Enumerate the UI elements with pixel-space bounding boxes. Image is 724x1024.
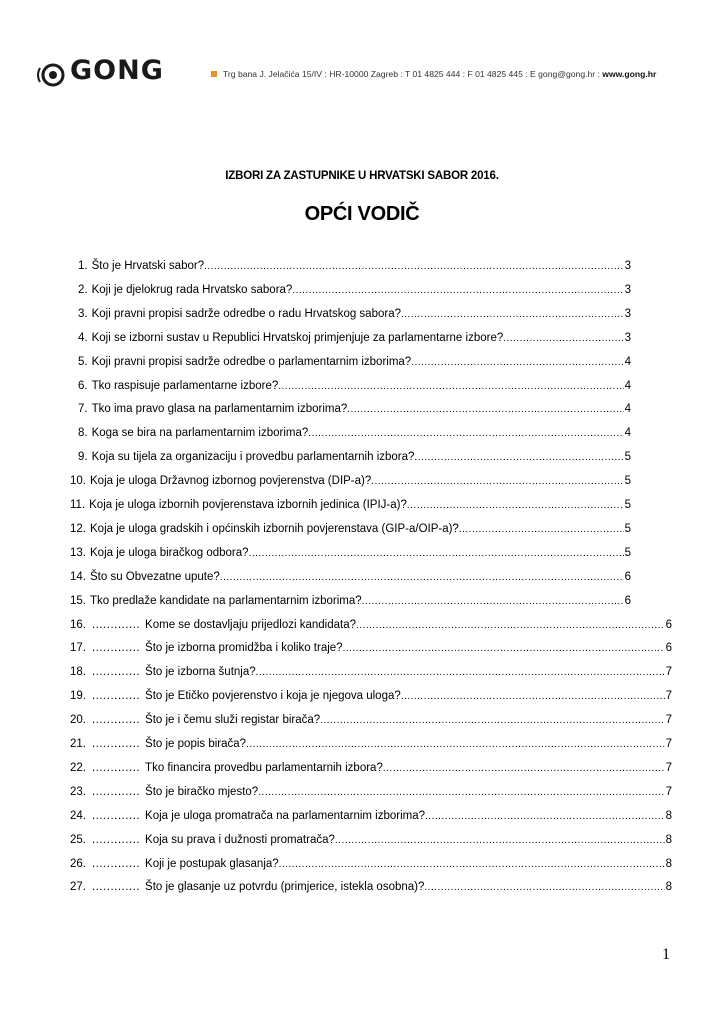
toc-entry-prefix-leader: ............. <box>92 881 141 894</box>
toc-entry-leader <box>279 856 665 870</box>
toc-entry[interactable] <box>78 378 631 394</box>
toc-entry-title: Što je izborna promidžba i koliko traje? <box>145 642 343 655</box>
toc-entry-page: 3 <box>624 331 631 344</box>
toc-entry-number: 20. <box>70 714 86 727</box>
toc-entry-leader <box>371 473 623 487</box>
toc-entry-leader <box>220 569 624 583</box>
toc-entry-page: 4 <box>624 403 631 416</box>
toc-entry[interactable] <box>70 712 672 728</box>
toc-entry-title: Koja je uloga izbornih povjerenstava izbornih jedinica (IPIJ-a)? <box>89 499 407 511</box>
toc-entry-leader <box>401 306 624 320</box>
toc-entry-page: 5 <box>624 522 631 535</box>
toc-entry-prefix-leader: ............. <box>92 666 141 679</box>
toc-entry-title: Koja su tijela za organizaciju i provedbu parlamentarnih izbora? <box>91 451 415 464</box>
toc-entry-leader <box>459 521 624 535</box>
toc-entry-prefix-leader: ............. <box>92 642 141 655</box>
toc-entry-title: Koji se izborni sustav u Republici Hrvatskoj primjenjuje za parlamentarne izbore? <box>91 331 504 344</box>
toc-entry[interactable] <box>70 497 631 513</box>
toc-entry-title: Koja je uloga Državnog izbornog povjerenstva (DIP-a)? <box>90 475 372 488</box>
toc-entry-leader <box>204 258 624 272</box>
toc-entry[interactable] <box>70 760 672 776</box>
toc-entry-page: 8 <box>665 857 672 870</box>
toc-entry-leader <box>503 330 623 344</box>
toc-entry-title: Što je Hrvatski sabor? <box>91 260 205 272</box>
toc-entry-leader <box>246 736 665 750</box>
toc-entry[interactable] <box>78 449 631 465</box>
toc-entry-leader <box>278 378 623 392</box>
toc-entry-number: 24. <box>70 809 86 822</box>
toc-entry-prefix-leader: ............. <box>92 714 141 727</box>
toc-entry-title: Što je i čemu služi registar birača? <box>145 714 321 727</box>
toc-entry-page: 4 <box>624 355 631 368</box>
page-number: 1 <box>662 946 670 963</box>
toc-entry-number: 15. <box>70 594 86 607</box>
toc-entry-title: Što je Etičko povjerenstvo i koja je njegova uloga? <box>145 690 401 703</box>
toc-entry-number: 8. <box>78 427 88 440</box>
toc-entry[interactable] <box>78 306 631 322</box>
toc-entry[interactable] <box>70 856 672 872</box>
toc-entry-title: Što je izborna šutnja? <box>145 666 256 679</box>
toc-entry-prefix-leader: ............. <box>92 618 141 631</box>
document-title: OPĆI VODIČ <box>304 203 420 225</box>
toc-entry[interactable] <box>78 330 631 346</box>
toc-entry-number: 25. <box>70 833 86 846</box>
toc-entry-page: 3 <box>624 307 631 320</box>
toc-entry-title: Tko financira provedbu parlamentarnih izbora? <box>145 761 383 774</box>
toc-entry[interactable] <box>70 640 672 656</box>
toc-entry-page: 7 <box>665 690 672 703</box>
toc-entry-leader <box>414 449 623 463</box>
toc-entry-page: 6 <box>624 570 631 583</box>
toc-entry-leader <box>356 617 665 631</box>
logo-text: GONG <box>70 55 164 86</box>
toc-entry[interactable] <box>70 521 631 537</box>
toc-entry-number: 5. <box>78 355 88 368</box>
toc-entry-page: 8 <box>665 833 672 846</box>
toc-entry-number: 3. <box>78 307 88 320</box>
toc-entry[interactable] <box>70 617 672 633</box>
toc-entry-leader <box>401 688 665 702</box>
toc-entry-number: 2. <box>78 283 88 296</box>
toc-entry[interactable] <box>70 569 631 585</box>
toc-entry-page: 7 <box>665 714 672 727</box>
toc-entry[interactable] <box>70 784 672 800</box>
toc-entry-leader <box>258 784 664 798</box>
toc-entry[interactable] <box>70 473 631 489</box>
toc-entry-number: 9. <box>78 451 88 464</box>
toc-entry-page: 7 <box>665 761 672 774</box>
toc-entry-page: 6 <box>665 642 672 655</box>
toc-entry[interactable] <box>78 425 631 441</box>
toc-entry-title: Tko ima pravo glasa na parlamentarnim izborima? <box>91 403 348 416</box>
toc-entry[interactable] <box>70 879 672 895</box>
toc-entry-title: Koja su prava i dužnosti promatrača? <box>145 833 335 846</box>
toc-entry-number: 16. <box>70 618 86 631</box>
toc-entry-title: Koja je uloga biračkog odbora? <box>90 546 249 559</box>
toc-entry-title: Što je popis birača? <box>145 738 247 750</box>
toc-entry[interactable] <box>70 593 631 609</box>
toc-entry-title: Koga se bira na parlamentarnim izborima? <box>91 427 309 440</box>
toc-entry-leader <box>249 545 624 559</box>
toc-entry-page: 5 <box>624 499 631 511</box>
toc-entry-number: 1. <box>78 260 88 272</box>
toc-entry-prefix-leader: ............. <box>92 690 141 703</box>
toc-entry-number: 17. <box>70 642 86 655</box>
toc-entry-title: Što su Obvezatne upute? <box>90 570 220 583</box>
toc-entry-page: 8 <box>665 809 672 822</box>
toc-entry[interactable] <box>70 688 672 704</box>
toc-entry-page: 4 <box>624 379 631 392</box>
toc-entry-number: 6. <box>78 379 88 392</box>
toc-entry-page: 5 <box>624 475 631 488</box>
toc-entry-page: 3 <box>624 283 631 296</box>
toc-entry-leader <box>362 593 624 607</box>
toc-entry-title: Koji pravni propisi sadrže odredbe o radu Hrvatskog sabora? <box>91 307 401 320</box>
toc-entry-title: Kome se dostavljaju prijedlozi kandidata? <box>145 618 357 631</box>
toc-entry-number: 19. <box>70 690 86 703</box>
toc-entry[interactable] <box>70 545 631 561</box>
toc-entry-number: 13. <box>70 546 86 559</box>
toc-entry[interactable] <box>70 808 672 824</box>
toc-entry-page: 7 <box>665 666 672 679</box>
toc-entry-leader <box>308 425 623 439</box>
toc-entry-number: 12. <box>70 522 86 535</box>
toc-entry-leader <box>424 879 664 893</box>
toc-entry-title: Tko raspisuje parlamentarne izbore? <box>91 379 279 392</box>
toc-entry-number: 10. <box>70 475 86 488</box>
toc-entry[interactable] <box>78 354 631 370</box>
toc-entry-leader <box>407 497 624 511</box>
toc-entry-page: 4 <box>624 427 631 440</box>
toc-entry-number: 4. <box>78 331 88 344</box>
toc-entry-prefix-leader: ............. <box>92 809 141 822</box>
toc-entry-leader <box>320 712 664 726</box>
toc-entry-leader <box>411 354 623 368</box>
toc-entry-number: 11. <box>70 499 86 511</box>
toc-entry-title: Što je biračko mjesto? <box>145 785 259 798</box>
toc-entry-number: 7. <box>78 403 88 416</box>
toc-entry-page: 6 <box>624 594 631 607</box>
toc-entry-prefix-leader: ............. <box>92 738 141 750</box>
toc-entry-page: 8 <box>665 881 672 894</box>
toc-entry[interactable] <box>78 401 631 417</box>
website-link[interactable]: www.gong.hr <box>602 69 657 79</box>
toc-entry-page: 7 <box>665 785 672 798</box>
toc-entry-title: Tko predlaže kandidate na parlamentarnim izborima? <box>90 594 362 607</box>
toc-entry-number: 27. <box>70 881 86 894</box>
toc-entry-leader <box>383 760 665 774</box>
toc-entry-leader <box>347 401 623 415</box>
toc-entry-leader <box>425 808 665 822</box>
toc-entry[interactable] <box>70 664 672 680</box>
toc-entry-title: Što je glasanje uz potvrdu (primjerice, istekla osobna)? <box>145 881 425 894</box>
toc-entry-page: 5 <box>624 451 631 464</box>
address-text: Trg bana J. Jelačića 15/IV : HR-10000 Zagreb : T 01 4825 444 : F 01 4825 445 : E gong@gong.hr : <box>223 69 603 79</box>
toc-entry-title: Koja je uloga gradskih i općinskih izbornih povjerenstava (GIP-a/OIP-a)? <box>90 522 459 535</box>
toc-entry-title: Koji je djelokrug rada Hrvatsko sabora? <box>91 283 293 296</box>
toc-entry-number: 18. <box>70 666 86 679</box>
toc-entry-prefix-leader: ............. <box>92 785 141 798</box>
toc-entry-title: Koji je postupak glasanja? <box>145 857 279 870</box>
toc-entry-title: Koja je uloga promatrača na parlamentarnim izborima? <box>145 809 426 822</box>
toc-entry-page: 7 <box>665 738 672 750</box>
toc-entry-prefix-leader: ............. <box>92 857 141 870</box>
toc-entry-prefix-leader: ............. <box>92 761 141 774</box>
toc-entry-leader <box>256 664 665 678</box>
toc-entry[interactable] <box>70 736 672 752</box>
toc-entry-leader <box>292 282 623 296</box>
toc-entry-page: 6 <box>665 618 672 631</box>
toc-entry-page: 5 <box>624 546 631 559</box>
toc-entry-number: 14. <box>70 570 86 583</box>
toc-entry[interactable] <box>70 832 672 848</box>
toc-entry-leader <box>343 640 665 654</box>
toc-entry-number: 26. <box>70 857 86 870</box>
toc-entry-leader <box>335 832 665 846</box>
toc-entry-title: Koji pravni propisi sadrže odredbe o parlamentarnim izborima? <box>91 355 412 368</box>
toc-entry-page: 3 <box>624 260 631 272</box>
toc-entry-number: 22. <box>70 761 86 774</box>
toc-entry-prefix-leader: ............. <box>92 833 141 846</box>
toc-entry[interactable] <box>78 282 631 298</box>
document-subtitle: IZBORI ZA ZASTUPNIKE U HRVATSKI SABOR 2016. <box>225 170 499 182</box>
toc-entry-number: 23. <box>70 785 86 798</box>
toc-entry-number: 21. <box>70 738 86 750</box>
toc-entry[interactable] <box>78 258 631 274</box>
